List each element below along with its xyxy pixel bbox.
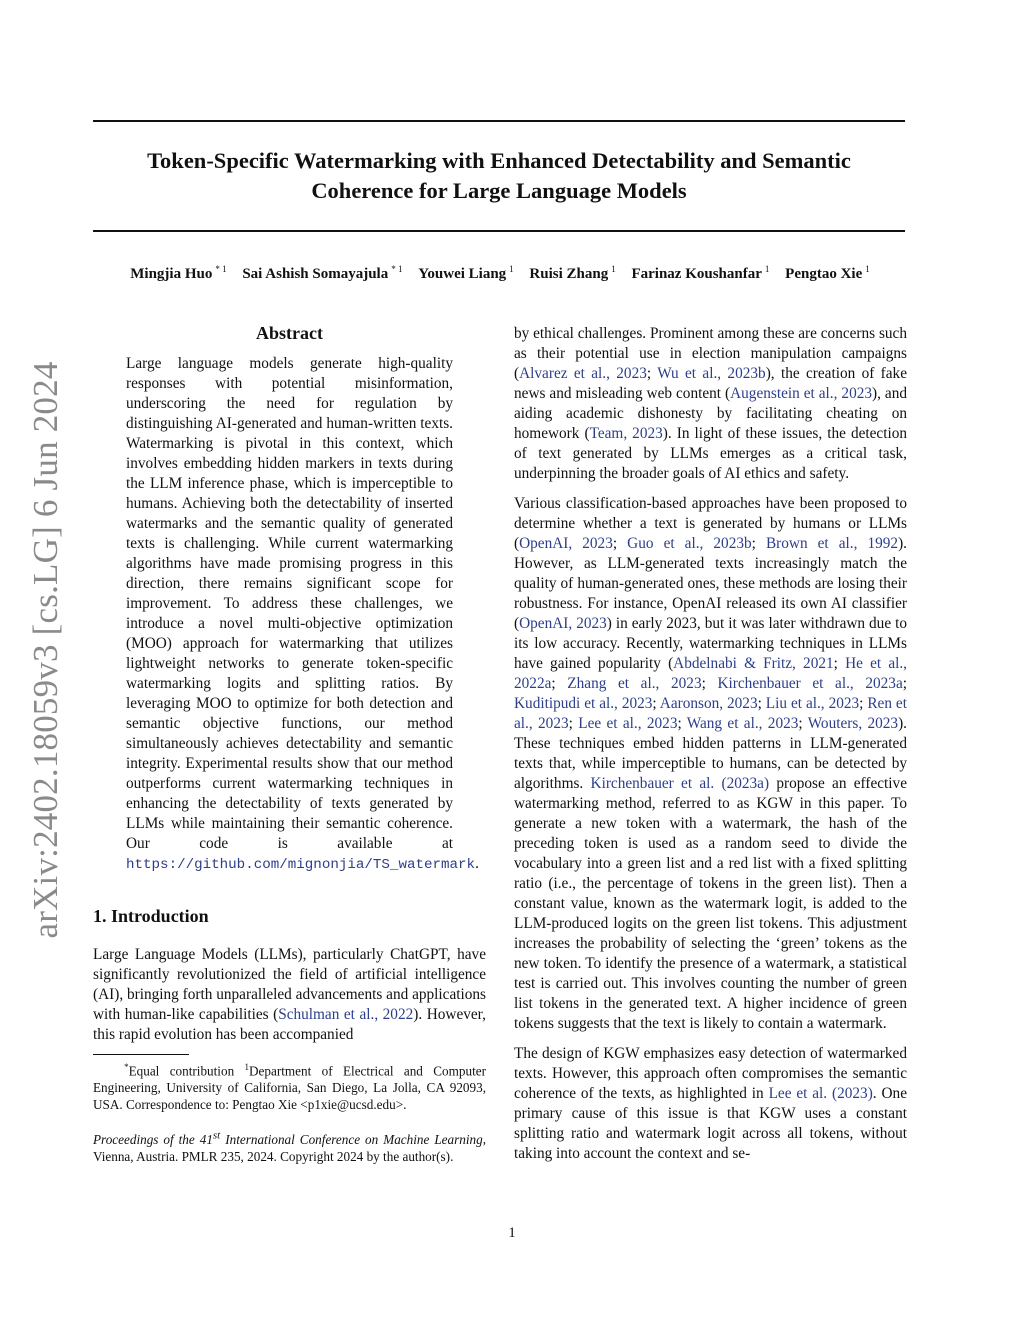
citation-link[interactable]: Brown et al., 1992	[765, 535, 899, 552]
right-column	[514, 324, 907, 1164]
paragraph-text: ;	[652, 695, 660, 712]
paragraph-text: ;	[833, 655, 846, 672]
paragraph-text: ;	[757, 695, 766, 712]
citation-link[interactable]: Augenstein et al., 2023	[730, 385, 873, 402]
citation-link[interactable]: OpenAI, 2023	[519, 535, 613, 552]
paragraph-text: ), and aiding academic dishonesty by facilitating cheating on homework (	[514, 385, 907, 442]
arxiv-stamp-text: arXiv:2402.18059v3 [cs.LG] 6 Jun 2024	[26, 361, 65, 939]
citation-link[interactable]: Alvarez et al., 2023	[519, 365, 647, 382]
body-paragraph	[514, 494, 907, 1034]
citation-link[interactable]: Lee et al. (2023)	[768, 1085, 873, 1102]
paragraph-text: ). These techniques embed hidden patterns in LLM-generated texts that, while imperceptible to humans, can be detected by algorithms.	[514, 715, 907, 792]
title-line-2: Coherence for Large Language Models	[311, 178, 687, 203]
title-rule-top	[93, 120, 905, 122]
citation-link[interactable]: Ren et al., 2023	[514, 695, 907, 732]
paragraph-text: Various classification-based approaches have been proposed to determine whether a text is generated by humans or LLMs (	[514, 495, 907, 552]
paragraph-text: ;	[551, 675, 568, 692]
citation-link[interactable]: Zhang et al., 2023	[567, 675, 702, 692]
citation-link[interactable]: Wouters, 2023	[807, 715, 899, 732]
title-line-1: Token-Specific Watermarking with Enhanced Detectability and Semantic	[147, 148, 851, 173]
citation-link[interactable]: Guo et al., 2023b	[627, 535, 752, 552]
footnote: *Equal contribution $^1$Department of Electrical and Computer Engineering, University of California, San Diego, La Jolla, CA 92093, USA. Correspondence to: Pengtao Xie <p1xie@ucsd.edu>.	[93, 1062, 486, 1113]
citation-link[interactable]: Lee et al., 2023	[578, 715, 678, 732]
paragraph-text: ), the creation of fake news and misleading web content (	[514, 365, 907, 402]
citation-link[interactable]: Team, 2023	[589, 425, 663, 442]
citation-link[interactable]: Wu et al., 2023b	[657, 365, 766, 382]
paragraph-text: ;	[612, 535, 628, 552]
paragraph-text: ;	[646, 365, 658, 382]
intro-paragraph: Large Language Models (LLMs), particularly ChatGPT, have significantly revolutionized the field of artificial intelligence (AI), bringing forth unparalleled advancements and applications with human-like capabilities (Schulman et al., 2022). However, this rapid evolution has been accompanied	[93, 946, 486, 1043]
abstract-body: Large language models generate high-quality responses with potential misinformation, underscoring the need for regulation by distinguishing AI-generated and human-written texts. Watermarking is pivotal in this context, which involves embedding hidden markers in texts during the LLM inference phase, which is imperceptible to humans. Achieving both the detectability of inserted watermarks and the semantic quality of generated texts is challenging. While current watermarking algorithms have made promising progress in this direction, there remains significant scope for improvement. To address these challenges, we introduce a novel multi-objective optimization (MOO) approach for watermarking that utilizes lightweight networks to generate token-specific watermarking logits and splitting ratios. By leveraging MOO to optimize for both detection and semantic objective functions, our method simultaneously achieves detectability and semantic integrity. Experimental results show that our method outperforms current watermarking techniques in enhancing the detectability of texts generated by LLMs while maintaining their semantic coherence. Our code is available at https://github.com/mignonjia/TS_watermark.	[126, 355, 479, 873]
paragraph-text: ;	[701, 675, 718, 692]
paragraph-text: ;	[902, 675, 907, 692]
citation-link[interactable]: Aaronson, 2023	[659, 695, 758, 712]
title-rule-bottom	[93, 230, 905, 232]
citation-link[interactable]: Kirchenbauer et al., 2023a	[717, 675, 903, 692]
left-column	[93, 322, 486, 1165]
section-heading-introduction: 1. Introduction	[93, 906, 209, 926]
citation-link[interactable]: Schulman et al., 2022	[278, 1006, 414, 1023]
body-paragraph	[514, 324, 907, 484]
page-number: 1	[508, 1225, 516, 1241]
footnote-rule	[93, 1054, 189, 1055]
author: Ruisi Zhang $^1$	[529, 264, 616, 282]
citation-link[interactable]: Kirchenbauer et al. (2023a)	[590, 775, 770, 792]
paragraph-text: ;	[798, 715, 808, 732]
citation-link[interactable]: Abdelnabi & Fritz, 2021	[673, 655, 834, 672]
citation-link[interactable]: He et al., 2022a	[514, 655, 908, 692]
author: Pengtao Xie $^1$	[785, 264, 870, 282]
citation-link[interactable]: Kuditipudi et al., 2023	[514, 695, 653, 712]
paragraph-text: propose an effective watermarking method, referred to as KGW in this paper. To generate a new token with a watermark, the hash of the preceding token is used as a random seed to divide the vocabulary into a green list and a red list with a fixed splitting ratio (i.e., the percentage of tokens in the green list). Then a constant value, known as the watermark logit, is added to the LLM-produced logits on the green list tokens. This adjustment increases the probability of selecting the ‘green’ tokens as the new token. To identify the presence of a watermark, a statistical test is carried out. This involves counting the number of green list tokens in the generated text. A higher incidence of green tokens suggests that the text is likely to contain a watermark.	[514, 775, 907, 1032]
paragraph-text: The design of KGW emphasizes easy detection of watermarked texts. However, this approach often compromises the semantic coherence of the texts, as highlighted in	[514, 1045, 907, 1102]
paragraph-text: . One primary cause of this issue is that KGW uses a constant splitting ratio and watermark logit across all tokens, without taking into account the context and se-	[514, 1085, 907, 1162]
author: Youwei Liang $^1$	[418, 264, 514, 282]
author: Farinaz Koushanfar $^1$	[631, 264, 770, 282]
citation-link[interactable]: OpenAI, 2023	[519, 615, 607, 632]
paragraph-text: ). However, as LLM-generated texts increasingly match the quality of human-generated ones, these methods are losing their robustness. For instance, OpenAI released its own AI classifier (	[514, 535, 907, 632]
proceedings-note: Proceedings of the 41st International Conference on Machine Learning, Vienna, Austria. PMLR 235, 2024. Copyright 2024 by the author(s).	[93, 1129, 486, 1164]
author: Sai Ashish Somayajula $^{* 1}$	[242, 264, 403, 282]
paper-title	[93, 146, 905, 206]
paragraph-text: ) in early 2023, but it was later withdrawn due to its low accuracy. Recently, watermarking techniques in LLMs have gained popularity (	[514, 615, 907, 672]
citation-link[interactable]: Liu et al., 2023	[765, 695, 860, 712]
paragraph-text: by ethical challenges. Prominent among these are concerns such as their potential use in election manipulation campaigns (	[514, 325, 907, 382]
paragraph-text: ;	[751, 535, 766, 552]
paragraph-text: ;	[859, 695, 868, 712]
citation-link[interactable]: Wang et al., 2023	[686, 715, 799, 732]
body-paragraph	[514, 1044, 907, 1164]
paragraph-text: ). In light of these issues, the detection of text generated by LLMs emerges as a critical task, underpinning the broader goals of AI ethics and safety.	[514, 425, 908, 482]
paragraph-text: ;	[677, 715, 687, 732]
paragraph-text: ;	[568, 715, 579, 732]
code-link[interactable]: https://github.com/mignonjia/TS_watermark	[126, 857, 476, 873]
author: Mingjia Huo $^{* 1}$	[130, 264, 227, 282]
author-list	[60, 264, 940, 283]
abstract-heading: Abstract	[256, 323, 323, 343]
